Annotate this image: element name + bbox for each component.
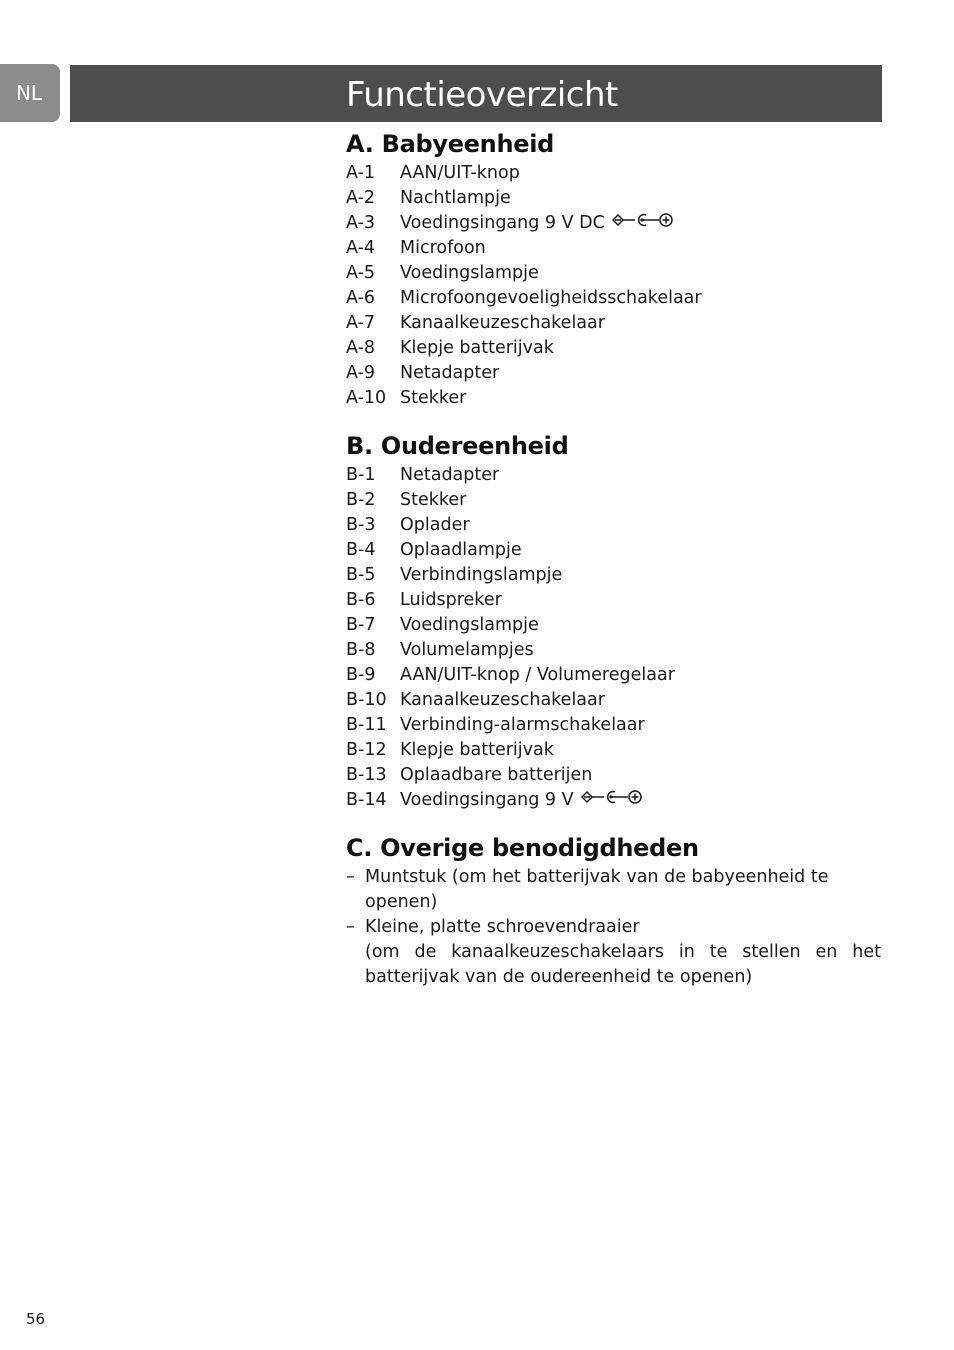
section-heading: C. Overige benodigdheden [346, 834, 699, 862]
item-label: Verbinding-alarmschakelaar [400, 715, 645, 735]
dc-polarity-symbol-icon [580, 788, 644, 813]
section-overige-benodigdheden [346, 831, 881, 990]
list-item [346, 763, 881, 788]
item-code: B-4 [346, 540, 376, 560]
list-item [346, 915, 881, 990]
page-number: 56 [26, 1310, 46, 1328]
list-item [346, 688, 881, 713]
item-label: Stekker [400, 490, 467, 510]
item-code: B-5 [346, 565, 376, 585]
language-tab: NL [0, 64, 60, 122]
item-label: Oplader [400, 515, 470, 535]
list-item [346, 463, 881, 488]
item-code: B-7 [346, 615, 376, 635]
item-code: B-1 [346, 465, 376, 485]
item-code: A-6 [346, 288, 376, 308]
item-code: B-10 [346, 690, 387, 710]
item-code: A-4 [346, 238, 376, 258]
item-code: B-6 [346, 590, 376, 610]
item-label: Oplaadlampje [400, 540, 522, 560]
list-item [346, 513, 881, 538]
dash-bullet: – [346, 867, 355, 887]
section-oudereenheid [346, 429, 881, 813]
list-item [346, 663, 881, 688]
page-title: Functieoverzicht [346, 75, 618, 115]
item-text: Muntstuk (om het batterijvak van de babyeenheid te openen) [365, 867, 829, 912]
item-label: Voedingslampje [400, 263, 539, 283]
item-code: A-2 [346, 188, 376, 208]
list-item [346, 738, 881, 763]
list-item [346, 386, 881, 411]
list-item [346, 713, 881, 738]
item-body [365, 915, 881, 990]
dash-bullet: – [346, 917, 355, 937]
list-item [346, 236, 881, 261]
item-code: B-3 [346, 515, 376, 535]
list-item [346, 361, 881, 386]
item-label: Verbindingslampje [400, 565, 563, 585]
list-item [346, 638, 881, 663]
list-item [346, 488, 881, 513]
list-item [346, 261, 881, 286]
item-text: Kleine, platte schroevendraaier [365, 917, 640, 937]
item-code: A-10 [346, 388, 387, 408]
list-item [346, 538, 881, 563]
item-label: Voedingslampje [400, 615, 539, 635]
item-label: Voedingsingang 9 V DC [400, 213, 605, 233]
item-code: B-8 [346, 640, 376, 660]
item-label: Volumelampjes [400, 640, 534, 660]
item-code: B-2 [346, 490, 376, 510]
item-label: Netadapter [400, 465, 500, 485]
list-item [346, 788, 881, 813]
section-babyeenheid [346, 127, 881, 411]
item-label: Voedingsingang 9 V [400, 790, 574, 810]
title-bar [70, 65, 882, 122]
dc-polarity-symbol-icon [611, 211, 675, 236]
section-heading: B. Oudereenheid [346, 432, 569, 460]
list-item [346, 211, 881, 236]
item-label: Klepje batterijvak [400, 338, 554, 358]
content [346, 127, 881, 1008]
item-code: A-9 [346, 363, 376, 383]
item-code: A-3 [346, 213, 376, 233]
item-code: A-1 [346, 163, 376, 183]
item-code: B-9 [346, 665, 376, 685]
item-label: Kanaalkeuzeschakelaar [400, 313, 605, 333]
item-label: Microfoon [400, 238, 486, 258]
item-label: Stekker [400, 388, 467, 408]
list-item [346, 161, 881, 186]
item-label: Klepje batterijvak [400, 740, 554, 760]
item-code: B-13 [346, 765, 387, 785]
item-label: Netadapter [400, 363, 500, 383]
list-item [346, 186, 881, 211]
item-label: Oplaadbare batterijen [400, 765, 593, 785]
list-item [346, 286, 881, 311]
item-code: B-12 [346, 740, 387, 760]
item-code: A-7 [346, 313, 376, 333]
list-item [346, 336, 881, 361]
list-item [346, 865, 881, 915]
section-heading: A. Babyeenheid [346, 130, 555, 158]
item-label: AAN/UIT-knop / Volumeregelaar [400, 665, 675, 685]
item-label: AAN/UIT-knop [400, 163, 520, 183]
item-code: B-11 [346, 715, 387, 735]
item-code: A-8 [346, 338, 376, 358]
item-label: Nachtlampje [400, 188, 511, 208]
item-note: (om de kanaalkeuzeschakelaars in te stellen en het batterijvak van de oudereenheid te openen) [365, 942, 881, 987]
list-item [346, 613, 881, 638]
item-label: Luidspreker [400, 590, 502, 610]
item-label: Microfoongevoeligheidsschakelaar [400, 288, 702, 308]
item-label: Kanaalkeuzeschakelaar [400, 690, 605, 710]
list-item [346, 563, 881, 588]
list-item [346, 588, 881, 613]
item-code: B-14 [346, 790, 387, 810]
item-code: A-5 [346, 263, 376, 283]
list-item [346, 311, 881, 336]
